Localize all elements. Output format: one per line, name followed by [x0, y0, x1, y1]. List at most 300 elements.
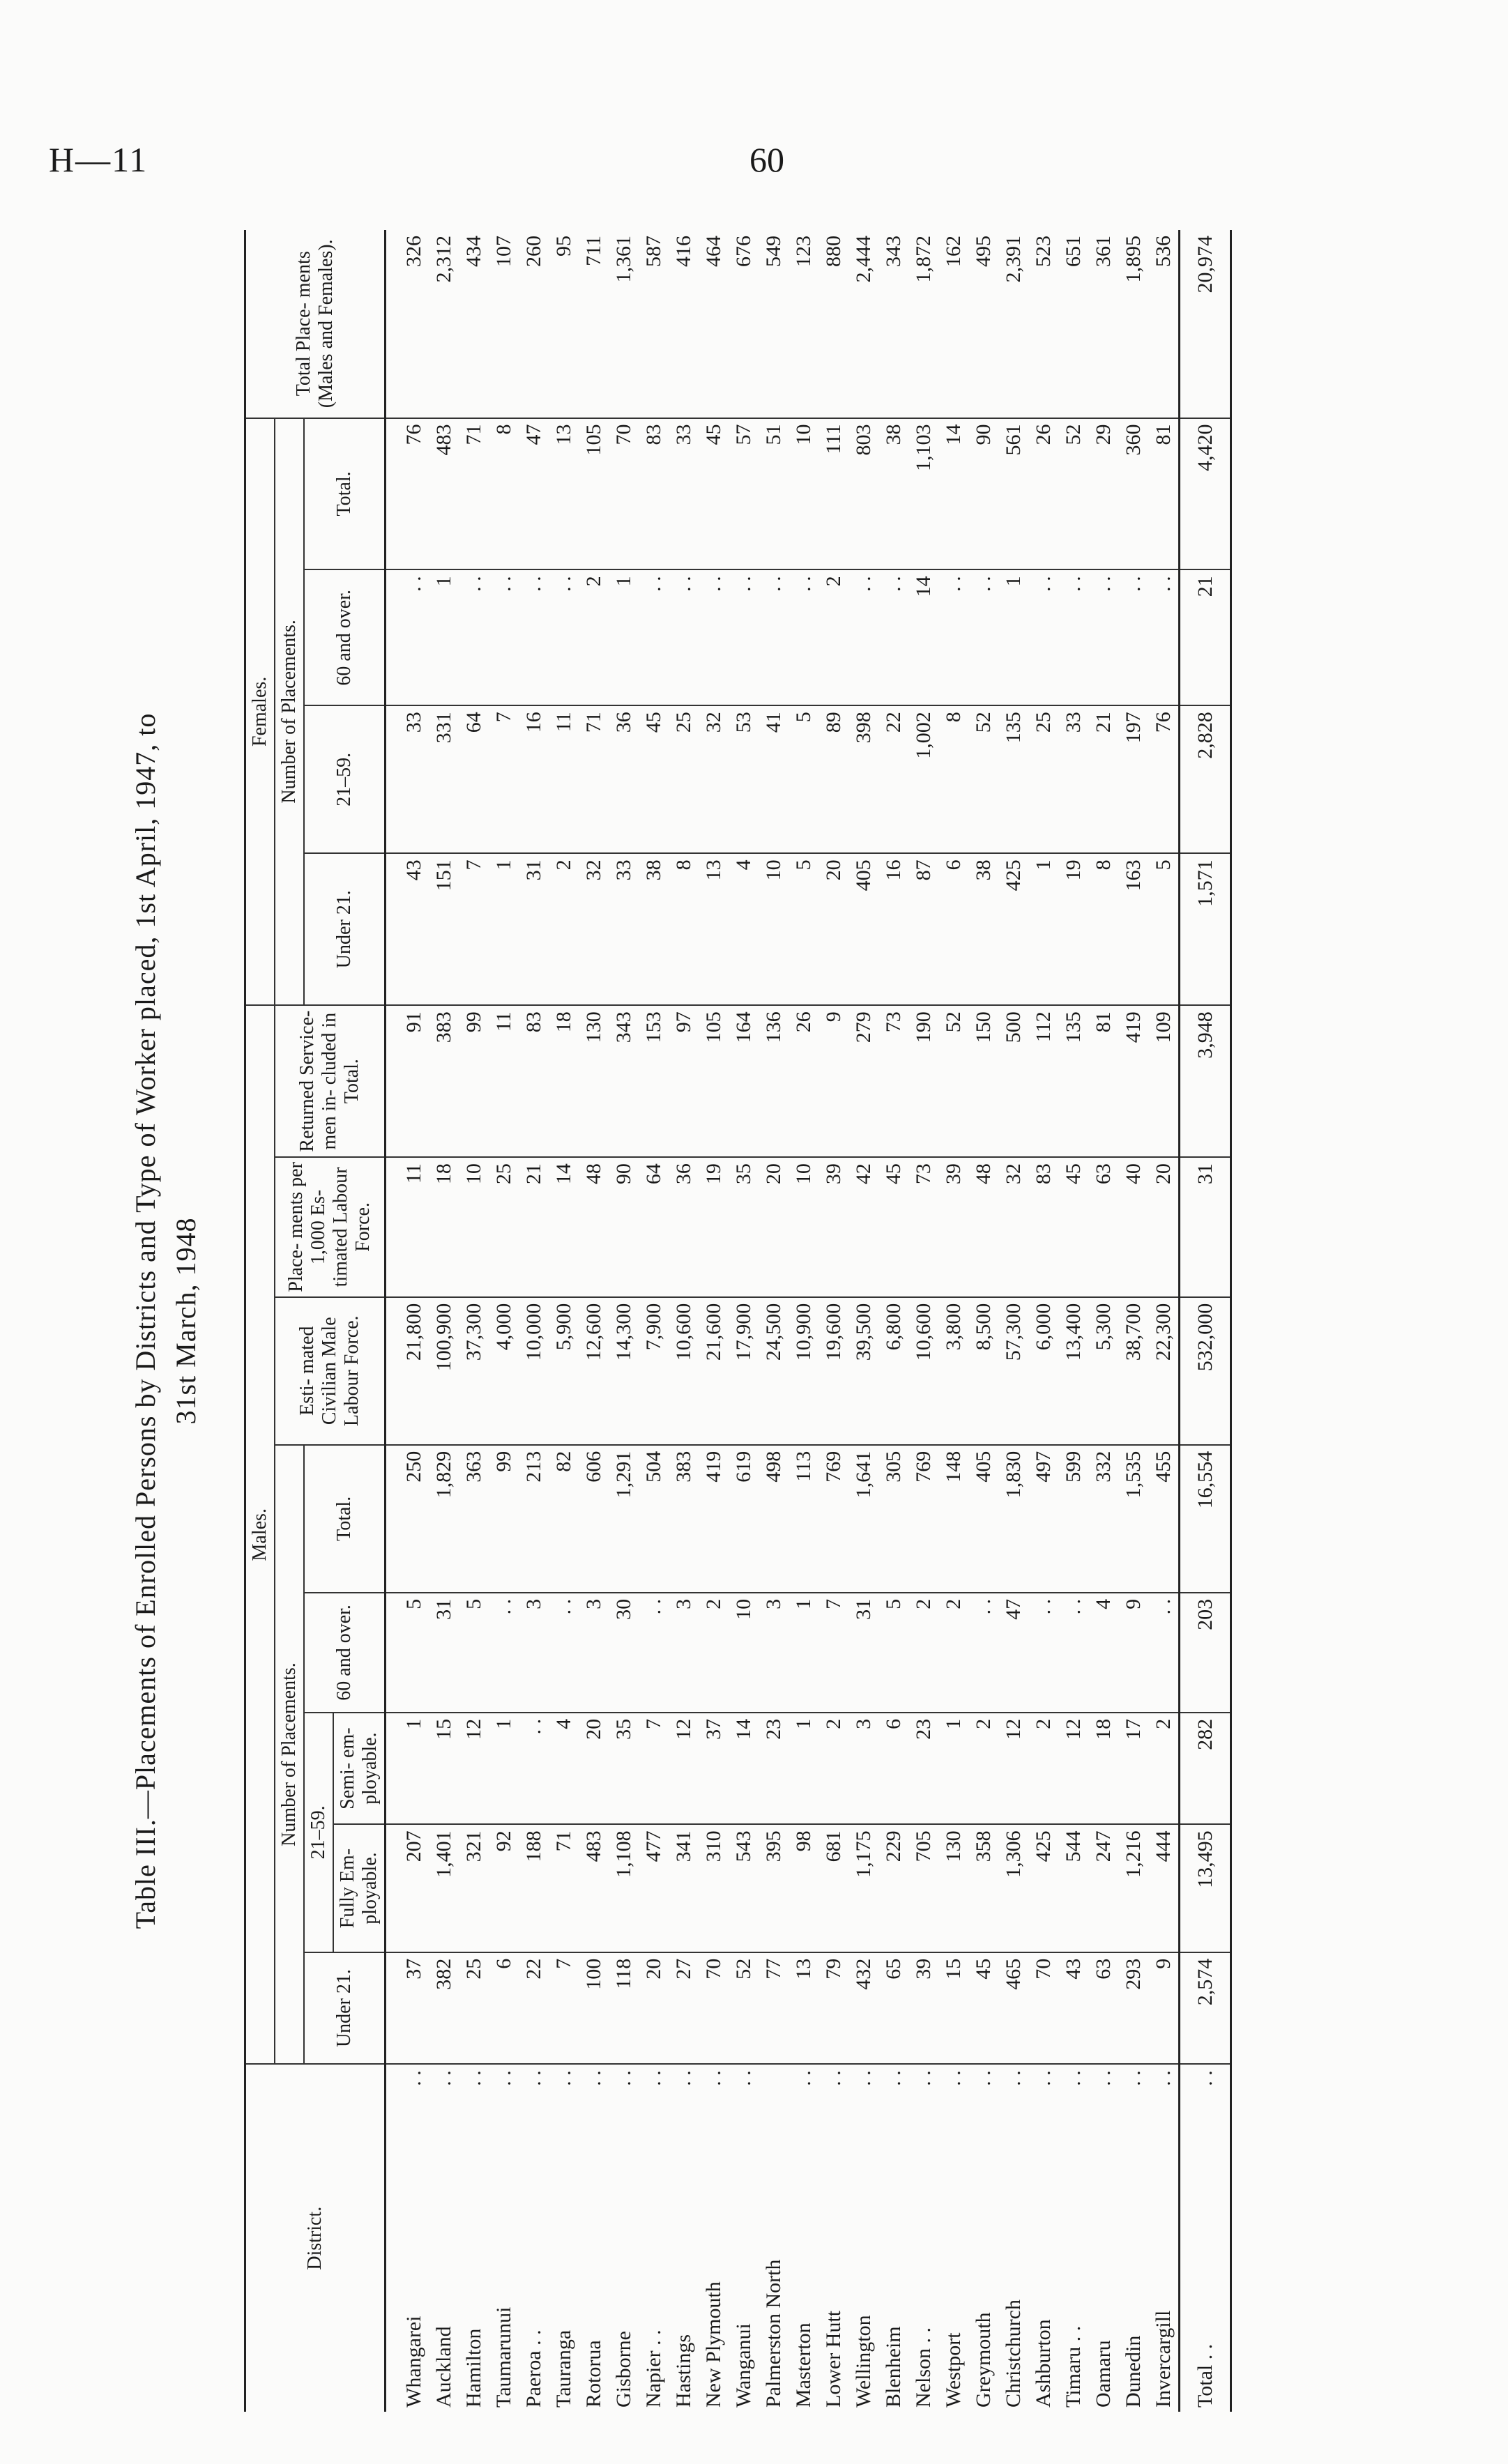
cell-district: Christchurch — [1001, 2300, 1025, 2408]
cell-f-2159: 22 — [878, 705, 908, 853]
cell-leader: . . — [432, 2070, 455, 2086]
table-row — [489, 230, 519, 2412]
table-row — [818, 230, 848, 2412]
cell-m-semi: 15 — [429, 1713, 459, 1825]
cell-m-under21: 43 — [1058, 1952, 1088, 2065]
cell-m-under21: 7 — [549, 1952, 579, 2065]
cell-district: Paeroa . . — [521, 2329, 545, 2408]
cell-returned: 52 — [938, 1005, 968, 1157]
cell-m-fully: 1,216 — [1118, 1824, 1148, 1952]
cell-m-semi: 2 — [818, 1713, 848, 1825]
table-row — [459, 230, 489, 2412]
cell-returned: 81 — [1088, 1005, 1118, 1157]
cell-f-total: 111 — [818, 418, 848, 570]
cell-f-total: 803 — [848, 418, 878, 570]
table-row — [848, 230, 878, 2412]
cell-leader: . . — [821, 2070, 845, 2086]
cell-f-under21: 8 — [669, 853, 699, 1005]
cell-f-2159: 398 — [848, 705, 878, 853]
cell-grand: 2,444 — [848, 230, 878, 418]
cell-f-total: 45 — [699, 418, 729, 570]
cell-returned: 164 — [729, 1005, 759, 1157]
cell-per1000: 83 — [1028, 1157, 1058, 1297]
cell-m-total: 250 — [386, 1445, 429, 1593]
cell-f-total: 81 — [1148, 418, 1180, 570]
cell-f-under21: 1 — [1028, 853, 1058, 1005]
cell-f-under21: 33 — [609, 853, 639, 1005]
cell-district: Invercargill — [1151, 2310, 1175, 2408]
cell-returned: 343 — [609, 1005, 639, 1157]
cell-district: Dunedin — [1121, 2335, 1145, 2408]
cell-f-total: 83 — [639, 418, 669, 570]
cell-per1000: 63 — [1088, 1157, 1118, 1297]
cell-district: Whangarei — [402, 2316, 425, 2408]
cell-m-fully: 188 — [519, 1824, 549, 1952]
cell-per1000: 18 — [429, 1157, 459, 1297]
col-males: Males. — [245, 1005, 275, 2064]
cell-returned: 26 — [789, 1005, 818, 1157]
cell-per1000: 45 — [878, 1157, 908, 1297]
col-male-60-over: 60 and over. — [304, 1593, 386, 1713]
cell-grand: 651 — [1058, 230, 1088, 418]
col-female-number-of-placements: Number of Placements. — [275, 418, 304, 1006]
table-row — [878, 230, 908, 2412]
cell-f-60: . . — [519, 569, 549, 705]
cell-m-60: . . — [1058, 1593, 1088, 1713]
col-male-total: Total. — [304, 1445, 386, 1593]
cell-m-semi: 2 — [1148, 1713, 1180, 1825]
cell-f-60: . . — [759, 569, 789, 705]
cell-district: Greymouth — [971, 2312, 995, 2408]
cell-district: Palmerston North — [761, 2259, 785, 2408]
cell-f-2159: 71 — [579, 705, 609, 853]
cell-m-under21: 39 — [908, 1952, 938, 2065]
cell-f-total: 90 — [968, 418, 998, 570]
cell-district: Nelson . . — [911, 2327, 935, 2408]
cell-labour: 100,900 — [429, 1297, 459, 1445]
cell-m-fully: 1,175 — [848, 1824, 878, 1952]
cell-m-60: . . — [549, 1593, 579, 1713]
cell-m-fully: 71 — [549, 1824, 579, 1952]
cell-m-fully: 130 — [938, 1824, 968, 1952]
total-returned: 3,948 — [1180, 1005, 1231, 1157]
cell-per1000: 10 — [459, 1157, 489, 1297]
cell-m-total: 769 — [818, 1445, 848, 1593]
cell-f-under21: 7 — [459, 853, 489, 1005]
cell-grand: 711 — [579, 230, 609, 418]
cell-m-semi: 18 — [1088, 1713, 1118, 1825]
cell-returned: 91 — [386, 1005, 429, 1157]
cell-per1000: 73 — [908, 1157, 938, 1297]
cell-m-semi: 12 — [459, 1713, 489, 1825]
cell-m-fully: 444 — [1148, 1824, 1180, 1952]
cell-m-total: 305 — [878, 1445, 908, 1593]
cell-per1000: 35 — [729, 1157, 759, 1297]
cell-leader: . . — [941, 2070, 965, 2086]
cell-f-2159: 32 — [699, 705, 729, 853]
cell-grand: 549 — [759, 230, 789, 418]
cell-m-total: 363 — [459, 1445, 489, 1593]
cell-f-2159: 41 — [759, 705, 789, 853]
cell-labour: 10,900 — [789, 1297, 818, 1445]
cell-labour: 10,600 — [908, 1297, 938, 1445]
total-m-fully: 13,495 — [1180, 1824, 1231, 1952]
table-row — [998, 230, 1028, 2412]
cell-m-fully: 705 — [908, 1824, 938, 1952]
cell-labour: 12,600 — [579, 1297, 609, 1445]
cell-f-under21: 8 — [1088, 853, 1118, 1005]
cell-m-60: . . — [639, 1593, 669, 1713]
cell-returned: 500 — [998, 1005, 1028, 1157]
cell-m-total: 606 — [579, 1445, 609, 1593]
cell-m-total: 419 — [699, 1445, 729, 1593]
cell-returned: 83 — [519, 1005, 549, 1157]
cell-m-60: 10 — [729, 1593, 759, 1713]
cell-district: Hastings — [671, 2334, 695, 2408]
cell-leader: . . — [671, 2070, 695, 2086]
cell-m-under21: 65 — [878, 1952, 908, 2065]
cell-m-60: 30 — [609, 1593, 639, 1713]
cell-f-60: . . — [1088, 569, 1118, 705]
cell-m-under21: 52 — [729, 1952, 759, 2065]
cell-f-60: 14 — [908, 569, 938, 705]
cell-district: Lower Hutt — [821, 2310, 845, 2408]
total-per1000: 31 — [1180, 1157, 1231, 1297]
cell-m-total: 82 — [549, 1445, 579, 1593]
cell-leader — [759, 2064, 789, 2108]
cell-f-60: . . — [789, 569, 818, 705]
cell-labour: 5,300 — [1088, 1297, 1118, 1445]
cell-per1000: 90 — [609, 1157, 639, 1297]
cell-leader: . . — [851, 2070, 875, 2086]
cell-grand: 2,391 — [998, 230, 1028, 418]
cell-grand: 464 — [699, 230, 729, 418]
cell-per1000: 10 — [789, 1157, 818, 1297]
report-code: H—11 — [49, 140, 148, 179]
table-row — [609, 230, 639, 2412]
cell-m-under21: 77 — [759, 1952, 789, 2065]
cell-leader: . . — [402, 2070, 425, 2086]
cell-m-fully: 207 — [386, 1824, 429, 1952]
cell-labour: 24,500 — [759, 1297, 789, 1445]
cell-m-fully: 358 — [968, 1824, 998, 1952]
cell-m-under21: 100 — [579, 1952, 609, 2065]
cell-returned: 9 — [818, 1005, 848, 1157]
table-row — [669, 230, 699, 2412]
cell-f-total: 52 — [1058, 418, 1088, 570]
table-row — [789, 230, 818, 2412]
cell-f-60: . . — [459, 569, 489, 705]
total-m-total: 16,554 — [1180, 1445, 1231, 1593]
cell-m-under21: 465 — [998, 1952, 1028, 2065]
cell-returned: 109 — [1148, 1005, 1180, 1157]
cell-f-under21: 425 — [998, 853, 1028, 1005]
cell-m-under21: 70 — [699, 1952, 729, 2065]
cell-f-60: . . — [938, 569, 968, 705]
cell-f-total: 360 — [1118, 418, 1148, 570]
cell-f-total: 10 — [789, 418, 818, 570]
table-title-line-1: Table III.—Placements of Enrolled Persons by Districts and Type of Worker placed, 1st April, 1947, to — [130, 712, 161, 1929]
cell-m-under21: 15 — [938, 1952, 968, 2065]
cell-labour: 10,000 — [519, 1297, 549, 1445]
cell-m-fully: 1,108 — [609, 1824, 639, 1952]
cell-per1000: 14 — [549, 1157, 579, 1297]
total-labour: 532,000 — [1180, 1297, 1231, 1445]
cell-f-total: 13 — [549, 418, 579, 570]
table-title-line-2: 31st March, 1948 — [170, 1217, 201, 1425]
cell-f-2159: 1,002 — [908, 705, 938, 853]
cell-f-60: . . — [968, 569, 998, 705]
cell-f-2159: 25 — [669, 705, 699, 853]
cell-per1000: 48 — [968, 1157, 998, 1297]
cell-labour: 5,900 — [549, 1297, 579, 1445]
cell-m-60: 3 — [759, 1593, 789, 1713]
table-row — [908, 230, 938, 2412]
cell-m-under21: 79 — [818, 1952, 848, 2065]
cell-m-total: 213 — [519, 1445, 549, 1593]
cell-f-under21: 19 — [1058, 853, 1088, 1005]
table-body — [386, 230, 1180, 2412]
cell-m-60: 2 — [938, 1593, 968, 1713]
cell-m-semi: 7 — [639, 1713, 669, 1825]
cell-f-60: . . — [848, 569, 878, 705]
cell-f-2159: 16 — [519, 705, 549, 853]
cell-per1000: 20 — [759, 1157, 789, 1297]
cell-leader: . . — [791, 2070, 815, 2086]
cell-per1000: 64 — [639, 1157, 669, 1297]
cell-grand: 587 — [639, 230, 669, 418]
cell-f-2159: 33 — [1058, 705, 1088, 853]
cell-returned: 153 — [639, 1005, 669, 1157]
cell-m-semi: 4 — [549, 1713, 579, 1825]
cell-f-2159: 197 — [1118, 705, 1148, 853]
cell-district: Westport — [941, 2332, 965, 2408]
col-male-under-21: Under 21. — [304, 1952, 386, 2065]
cell-f-under21: 32 — [579, 853, 609, 1005]
cell-f-total: 38 — [878, 418, 908, 570]
cell-f-60: . . — [549, 569, 579, 705]
placements-table — [244, 230, 1232, 2412]
cell-m-semi: 35 — [609, 1713, 639, 1825]
table-row — [729, 230, 759, 2412]
cell-m-total: 1,829 — [429, 1445, 459, 1593]
cell-f-total: 71 — [459, 418, 489, 570]
cell-f-60: . . — [729, 569, 759, 705]
cell-m-under21: 432 — [848, 1952, 878, 2065]
cell-grand: 495 — [968, 230, 998, 418]
cell-m-under21: 20 — [639, 1952, 669, 2065]
cell-returned: 105 — [699, 1005, 729, 1157]
cell-returned: 11 — [489, 1005, 519, 1157]
cell-f-60: 2 — [818, 569, 848, 705]
col-fully-employable: Fully Em- ployable. — [333, 1824, 386, 1952]
cell-m-fully: 247 — [1088, 1824, 1118, 1952]
cell-f-60: . . — [1058, 569, 1088, 705]
cell-per1000: 40 — [1118, 1157, 1148, 1297]
cell-m-total: 148 — [938, 1445, 968, 1593]
cell-f-60: 1 — [429, 569, 459, 705]
cell-f-2159: 36 — [609, 705, 639, 853]
cell-grand: 326 — [386, 230, 429, 418]
cell-f-under21: 38 — [968, 853, 998, 1005]
cell-f-under21: 43 — [386, 853, 429, 1005]
rotated-table-frame — [125, 230, 1380, 2412]
cell-district: Napier . . — [641, 2329, 665, 2408]
cell-f-total: 76 — [386, 418, 429, 570]
cell-f-under21: 405 — [848, 853, 878, 1005]
cell-f-60: . . — [669, 569, 699, 705]
col-female-total: Total. — [304, 418, 386, 570]
cell-m-60: 3 — [669, 1593, 699, 1713]
cell-per1000: 32 — [998, 1157, 1028, 1297]
cell-m-60: . . — [489, 1593, 519, 1713]
cell-f-total: 14 — [938, 418, 968, 570]
cell-leader: . . — [521, 2070, 545, 2086]
cell-district: Gisborne — [611, 2331, 635, 2408]
cell-f-total: 483 — [429, 418, 459, 570]
cell-f-60: . . — [1148, 569, 1180, 705]
cell-m-60: 7 — [818, 1593, 848, 1713]
cell-returned: 99 — [459, 1005, 489, 1157]
cell-leader: . . — [551, 2070, 575, 2086]
cell-grand: 2,312 — [429, 230, 459, 418]
total-m-semi: 282 — [1180, 1713, 1231, 1825]
cell-returned: 190 — [908, 1005, 938, 1157]
cell-f-60: 1 — [998, 569, 1028, 705]
cell-m-60: 3 — [579, 1593, 609, 1713]
cell-m-total: 332 — [1088, 1445, 1118, 1593]
cell-per1000: 45 — [1058, 1157, 1088, 1297]
cell-m-under21: 45 — [968, 1952, 998, 2065]
cell-grand: 416 — [669, 230, 699, 418]
cell-f-total: 26 — [1028, 418, 1058, 570]
cell-grand: 107 — [489, 230, 519, 418]
cell-f-2159: 33 — [386, 705, 429, 853]
cell-district: Blenheim — [881, 2326, 905, 2408]
cell-per1000: 36 — [669, 1157, 699, 1297]
cell-m-fully: 1,306 — [998, 1824, 1028, 1952]
cell-district: Hamilton — [462, 2328, 485, 2408]
cell-leader: . . — [701, 2070, 725, 2086]
table-row — [579, 230, 609, 2412]
cell-labour: 13,400 — [1058, 1297, 1088, 1445]
cell-f-total: 70 — [609, 418, 639, 570]
total-row — [1180, 230, 1231, 2412]
cell-labour: 22,300 — [1148, 1297, 1180, 1445]
cell-m-semi: 12 — [669, 1713, 699, 1825]
cell-m-under21: 27 — [669, 1952, 699, 2065]
cell-m-fully: 229 — [878, 1824, 908, 1952]
col-district: District. — [245, 2064, 386, 2412]
cell-m-semi: 23 — [759, 1713, 789, 1825]
cell-f-2159: 7 — [489, 705, 519, 853]
cell-f-under21: 87 — [908, 853, 938, 1005]
cell-f-2159: 52 — [968, 705, 998, 853]
cell-labour: 38,700 — [1118, 1297, 1148, 1445]
col-male-21-59: 21–59. — [304, 1713, 333, 1952]
col-labour-force: Esti- mated Civilian Male Labour Force. — [275, 1297, 386, 1445]
cell-m-under21: 25 — [459, 1952, 489, 2065]
cell-labour: 21,600 — [699, 1297, 729, 1445]
cell-m-total: 498 — [759, 1445, 789, 1593]
col-female-21-59: 21–59. — [304, 705, 386, 853]
cell-grand: 361 — [1088, 230, 1118, 418]
cell-m-fully: 483 — [579, 1824, 609, 1952]
cell-m-60: 5 — [878, 1593, 908, 1713]
table-row — [519, 230, 549, 2412]
cell-f-2159: 64 — [459, 705, 489, 853]
cell-f-60: . . — [1028, 569, 1058, 705]
cell-m-fully: 1,401 — [429, 1824, 459, 1952]
cell-m-under21: 6 — [489, 1952, 519, 2065]
cell-leader: . . — [731, 2070, 755, 2086]
total-f-under21: 1,571 — [1180, 853, 1231, 1005]
cell-m-semi: 12 — [998, 1713, 1028, 1825]
cell-per1000: 11 — [386, 1157, 429, 1297]
cell-f-under21: 5 — [1148, 853, 1180, 1005]
col-male-number-of-placements: Number of Placements. — [275, 1445, 304, 2065]
cell-labour: 7,900 — [639, 1297, 669, 1445]
cell-m-semi: 17 — [1118, 1713, 1148, 1825]
cell-labour: 6,000 — [1028, 1297, 1058, 1445]
cell-m-60: . . — [1028, 1593, 1058, 1713]
table-row — [759, 230, 789, 2412]
cell-m-total: 1,291 — [609, 1445, 639, 1593]
cell-grand: 260 — [519, 230, 549, 418]
cell-district: New Plymouth — [701, 2281, 725, 2408]
cell-m-60: 5 — [459, 1593, 489, 1713]
cell-district: Wanganui — [731, 2323, 755, 2408]
cell-district: Masterton — [791, 2323, 815, 2408]
cell-f-60: . . — [386, 569, 429, 705]
cell-district: Auckland — [432, 2326, 455, 2408]
cell-m-60: 4 — [1088, 1593, 1118, 1713]
cell-leader: . . — [971, 2070, 995, 2086]
cell-district: Wellington — [851, 2315, 875, 2408]
cell-f-total: 51 — [759, 418, 789, 570]
cell-f-2159: 53 — [729, 705, 759, 853]
cell-grand: 523 — [1028, 230, 1058, 418]
cell-grand: 1,361 — [609, 230, 639, 418]
cell-leader: . . — [1091, 2070, 1115, 2086]
cell-m-60: 31 — [848, 1593, 878, 1713]
table-row — [549, 230, 579, 2412]
cell-m-fully: 681 — [818, 1824, 848, 1952]
cell-m-total: 113 — [789, 1445, 818, 1593]
cell-leader: . . — [881, 2070, 905, 2086]
cell-f-2159: 45 — [639, 705, 669, 853]
cell-m-60: 2 — [699, 1593, 729, 1713]
cell-f-2159: 25 — [1028, 705, 1058, 853]
total-grand: 20,974 — [1180, 230, 1231, 418]
cell-labour: 8,500 — [968, 1297, 998, 1445]
cell-per1000: 20 — [1148, 1157, 1180, 1297]
cell-grand: 434 — [459, 230, 489, 418]
cell-m-total: 1,830 — [998, 1445, 1028, 1593]
cell-f-under21: 151 — [429, 853, 459, 1005]
total-m-60: 203 — [1180, 1593, 1231, 1713]
cell-f-under21: 16 — [878, 853, 908, 1005]
cell-m-total: 504 — [639, 1445, 669, 1593]
cell-f-under21: 20 — [818, 853, 848, 1005]
cell-m-total: 405 — [968, 1445, 998, 1593]
cell-leader: . . — [1061, 2070, 1085, 2086]
cell-m-fully: 544 — [1058, 1824, 1088, 1952]
cell-f-total: 105 — [579, 418, 609, 570]
cell-returned: 419 — [1118, 1005, 1148, 1157]
cell-grand: 1,895 — [1118, 230, 1148, 418]
table-row — [1088, 230, 1118, 2412]
